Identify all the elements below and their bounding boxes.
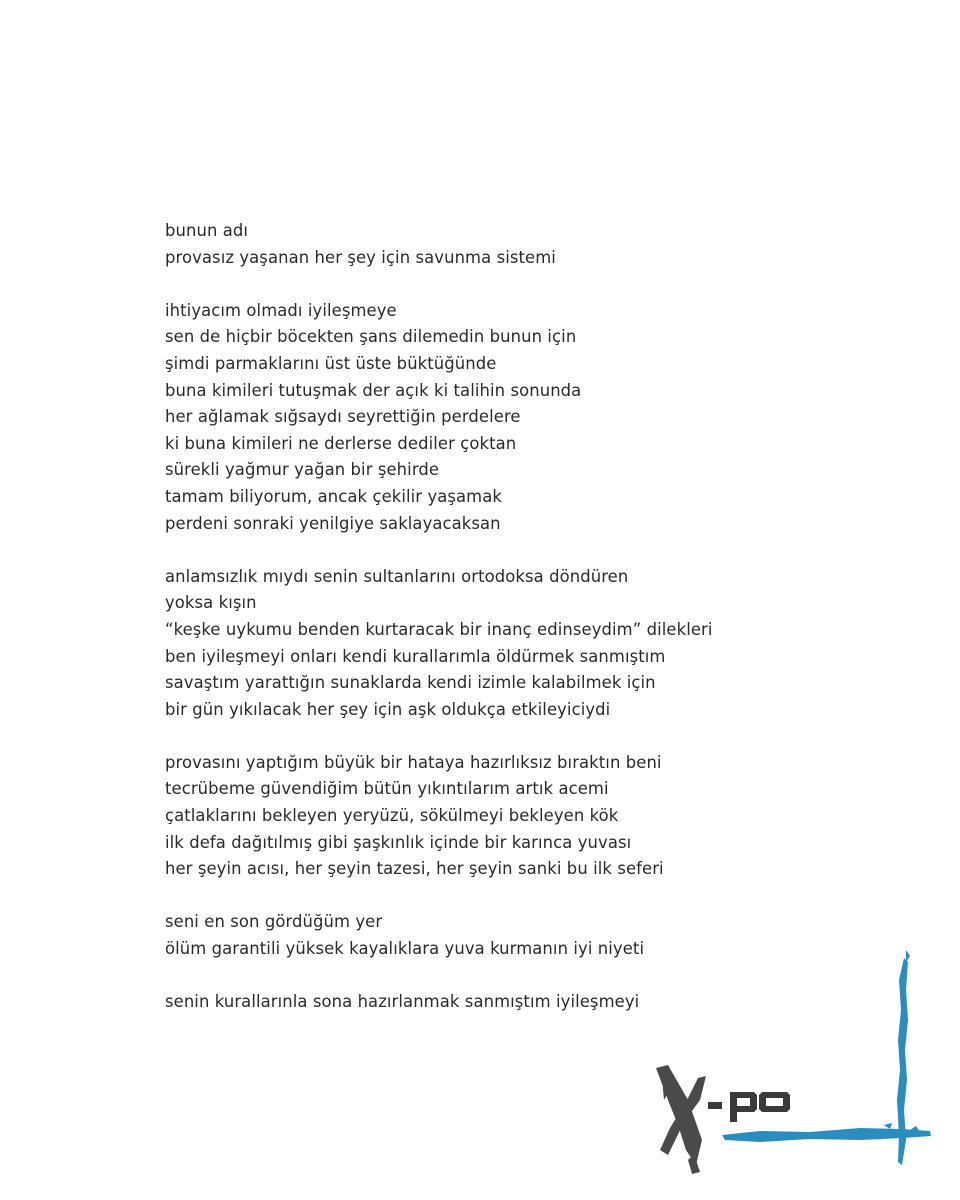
poem-line: tamam biliyorum, ancak çekilir yaşamak [165, 486, 502, 506]
poem-line: bunun adı [165, 221, 249, 240]
poem-line: perdeni sonraki yenilgiye saklayacaksan [165, 513, 501, 533]
poem-line: senin kurallarınla sona hazırlanmak sanmıştım iyileşmeyi [165, 992, 640, 1012]
poem-line: ben iyileşmeyi onları kendi kurallarımla öldürmek sanmıştım [165, 646, 666, 666]
poem-stanza [165, 218, 865, 271]
poem-line: ki buna kimileri ne derlerse dediler çoktan [165, 433, 517, 453]
poem-line: savaştım yarattığın sunaklarda kendi izimle kalabilmek için [165, 673, 656, 693]
poem-stanza [165, 564, 865, 724]
poem-line: ilk defa dağıtılmış gibi şaşkınlık içinde bir karınca yuvası [165, 832, 632, 852]
poem-line: “keşke uykumu benden kurtaracak bir inanç edinseydim” dilekleri [165, 619, 713, 639]
poem-stanza [165, 298, 865, 537]
logo-po-mark [708, 1092, 790, 1122]
poem-line: provasını yaptığım büyük bir hataya hazırlıksız bıraktın beni [165, 752, 662, 772]
poem-line: çatlaklarını bekleyen yeryüzü, sökülmeyi bekleyen kök [165, 806, 619, 826]
poem-line: sürekli yağmur yağan bir şehirde [165, 460, 440, 480]
poem [165, 218, 865, 1042]
poem-line: bir gün yıkılacak her şey için aşk oldukça etkileyiciydi [165, 699, 611, 719]
poem-line: şimdi parmaklarını üst üste büktüğünde [165, 353, 497, 373]
poem-line: sen de hiçbir böcekten şans dilemedin bunun için [165, 327, 577, 347]
poem-line: ölüm garantili yüksek kayalıklara yuva kurmanın iyi niyeti [165, 939, 645, 959]
poem-line: her ağlamak sığsaydı seyrettiğin perdelere [165, 407, 521, 427]
poem-line: tecrübeme güvendiğim bütün yıkıntılarım artık acemi [165, 779, 609, 799]
poem-line: anlamsızlık mıydı senin sultanlarını ortodoksa döndüren [165, 566, 629, 586]
xpo-logo [640, 950, 940, 1180]
poem-line: buna kimileri tutuşmak der açık ki talihin sonunda [165, 380, 582, 400]
logo-x-mark [656, 1065, 706, 1174]
poem-line: seni en son gördüğüm yer [165, 912, 383, 932]
poem-line: provasız yaşanan her şey için savunma sistemi [165, 247, 556, 267]
poem-stanza [165, 750, 865, 883]
poem-line: yoksa kışın [165, 593, 257, 613]
poem-line: ihtiyacım olmadı iyileşmeye [165, 300, 397, 320]
poem-line: her şeyin acısı, her şeyin tazesi, her şeyin sanki bu ilk seferi [165, 859, 664, 879]
